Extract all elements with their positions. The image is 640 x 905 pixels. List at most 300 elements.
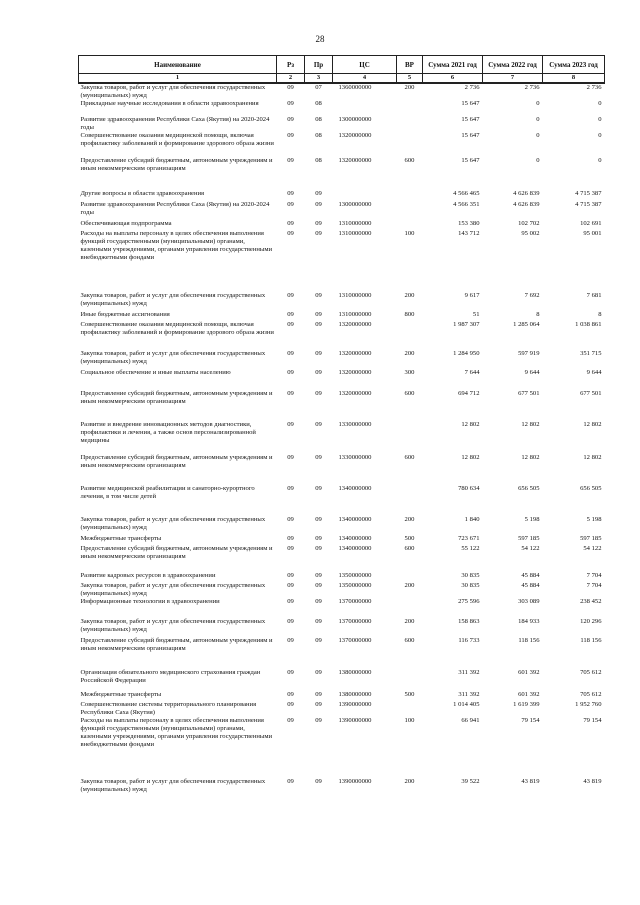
cell-pr: 09 — [315, 390, 322, 397]
cell-rz: 09 — [287, 190, 294, 197]
cell-rz: 09 — [287, 390, 294, 397]
cell-s2: 45 884 — [521, 582, 540, 589]
cell-rz: 09 — [287, 84, 294, 91]
cell-s1: 1 284 950 — [453, 350, 480, 357]
cell-s1: 2 736 — [464, 84, 480, 91]
cell-cs: 1380000000 — [338, 669, 372, 676]
cell-cs: 1310000000 — [338, 311, 372, 318]
cell-s3: 677 501 — [580, 390, 602, 397]
cell-pr: 09 — [315, 669, 322, 676]
cell-s1: 30 835 — [461, 582, 480, 589]
cell-s3: 120 296 — [580, 618, 602, 625]
cell-s1: 275 596 — [458, 598, 480, 605]
cell-s2: 2 736 — [524, 84, 540, 91]
cell-rz: 09 — [287, 691, 294, 698]
cell-rz: 09 — [287, 582, 294, 589]
cell-rz: 09 — [287, 100, 294, 107]
cell-cs: 1310000000 — [338, 220, 372, 227]
cell-s2: 4 626 839 — [513, 201, 540, 208]
cell-name: Межбюджетные трансферты — [80, 691, 162, 698]
cell-s3: 118 156 — [580, 637, 602, 644]
cell-pr: 09 — [315, 201, 322, 208]
cell-vr: 600 — [404, 637, 415, 644]
cell-s2: 8 — [536, 311, 540, 318]
cell-s1: 12 802 — [461, 421, 480, 428]
cell-vr: 200 — [404, 582, 415, 589]
table-row — [79, 421, 605, 454]
cell-name: Предоставление субсидий бюджетным, автономным учреждениям и иным некоммерческим организациям — [80, 637, 273, 652]
cell-vr: 300 — [404, 369, 415, 376]
cell-rz: 09 — [287, 485, 294, 492]
cell-s3: 5 198 — [586, 516, 602, 523]
cell-pr: 09 — [315, 311, 322, 318]
cell-rz: 09 — [287, 454, 294, 461]
cell-vr: 500 — [404, 535, 415, 542]
table-row — [79, 116, 605, 132]
table-row — [79, 598, 605, 618]
cell-s1: 723 671 — [458, 535, 480, 542]
header-vr: ВР — [397, 56, 423, 74]
cell-name: Совершенствование системы территориального планирования Республики Саха (Якутия) — [80, 701, 257, 716]
cell-s3: 705 612 — [580, 669, 602, 676]
table-row — [79, 201, 605, 220]
cell-cs: 1340000000 — [338, 535, 372, 542]
cell-s1: 311 392 — [458, 691, 480, 698]
cell-s1: 12 802 — [461, 454, 480, 461]
cell-s1: 311 392 — [458, 669, 480, 676]
cell-cs: 1370000000 — [338, 637, 372, 644]
cell-s1: 116 733 — [458, 637, 480, 644]
table-row — [79, 390, 605, 421]
cell-s1: 15 647 — [461, 116, 480, 123]
cell-name: Прикладные научные исследования в области здравоохранения — [80, 100, 259, 107]
cell-name: Закупка товаров, работ и услуг для обеспечения государственных (муниципальных) нужд — [80, 778, 266, 793]
cell-s3: 7 681 — [586, 292, 602, 299]
cell-name: Другие вопросы в области здравоохранения — [80, 190, 205, 197]
cell-rz: 09 — [287, 701, 294, 708]
cell-vr — [397, 116, 423, 132]
cell-name: Предоставление субсидий бюджетным, автономным учреждениям и иным некоммерческим организациям — [80, 157, 273, 172]
cell-cs: 1380000000 — [338, 691, 372, 698]
cell-name: Развитие кадровых ресурсов в здравоохранении — [80, 572, 216, 579]
cell-s1: 7 644 — [464, 369, 480, 376]
cell-pr: 09 — [315, 369, 322, 376]
cell-s3: 0 — [598, 157, 602, 164]
cell-pr: 09 — [315, 691, 322, 698]
table-body — [79, 83, 605, 802]
table-row — [79, 311, 605, 321]
cell-cs: 1370000000 — [338, 598, 372, 605]
cell-pr: 07 — [315, 84, 322, 91]
cell-vr: 800 — [404, 311, 415, 318]
cell-name: Развитие здравоохранения Республики Саха (Якутия) на 2020-2024 годы — [80, 116, 270, 131]
header-pr: Пр — [305, 56, 333, 74]
cell-s1: 4 566 465 — [453, 190, 480, 197]
cell-pr: 09 — [315, 421, 322, 428]
cell-s2: 656 505 — [518, 485, 540, 492]
cell-name: Предоставление субсидий бюджетным, автономным учреждениям и иным некоммерческим организациям — [80, 454, 273, 469]
cell-s1: 158 863 — [458, 618, 480, 625]
cell-s2: 601 392 — [518, 669, 540, 676]
cell-pr: 09 — [315, 637, 322, 644]
cell-s3: 8 — [598, 311, 602, 318]
cell-s2: 54 122 — [521, 545, 540, 552]
cell-s3: 54 122 — [583, 545, 602, 552]
cell-vr: 200 — [404, 618, 415, 625]
cell-cs: 1310000000 — [338, 292, 372, 299]
cell-name: Совершенствование оказания медицинской помощи, включая профилактику заболеваний и формирование здорового образа жизни — [80, 321, 274, 336]
cell-pr: 09 — [315, 454, 322, 461]
table-row — [79, 618, 605, 637]
cell-rz: 09 — [287, 618, 294, 625]
cell-vr: 200 — [404, 350, 415, 357]
cell-pr: 09 — [315, 292, 322, 299]
table-row — [79, 778, 605, 802]
cell-pr: 09 — [315, 230, 322, 237]
cell-pr: 09 — [315, 321, 322, 328]
cell-s2: 79 154 — [521, 717, 540, 724]
cell-name: Предоставление субсидий бюджетным, автономным учреждениям и иным некоммерческим организациям — [80, 545, 273, 560]
cell-s3: 43 819 — [583, 778, 602, 785]
cell-name: Закупка товаров, работ и услуг для обеспечения государственных (муниципальных) нужд — [80, 84, 266, 99]
cell-s3: 102 691 — [580, 220, 602, 227]
cell-vr — [397, 321, 423, 350]
cell-s3: 0 — [598, 116, 602, 123]
cell-vr — [397, 701, 423, 717]
cell-s1: 1 014 405 — [453, 701, 480, 708]
table-row — [79, 485, 605, 516]
cell-s1: 694 712 — [458, 390, 480, 397]
page-number: 28 — [315, 34, 325, 44]
cell-pr: 09 — [315, 190, 322, 197]
cell-s1: 780 634 — [458, 485, 480, 492]
cell-cs: 1310000000 — [338, 230, 372, 237]
cell-s2: 45 884 — [521, 572, 540, 579]
table-row — [79, 516, 605, 535]
table-row — [79, 572, 605, 582]
cell-vr — [397, 485, 423, 516]
cell-cs: 1320000000 — [338, 321, 372, 328]
table-row — [79, 190, 605, 201]
cell-s1: 15 647 — [461, 100, 480, 107]
cell-s3: 351 715 — [580, 350, 602, 357]
cell-s2: 1 285 064 — [513, 321, 540, 328]
cell-s2: 118 156 — [518, 637, 540, 644]
cell-pr: 09 — [315, 545, 322, 552]
cell-vr — [397, 220, 423, 230]
cell-rz: 09 — [287, 116, 294, 123]
cell-pr: 09 — [315, 220, 322, 227]
header-cs: ЦС — [333, 56, 397, 74]
cell-cs: 1300000000 — [338, 201, 372, 208]
cell-s1: 1 987 307 — [453, 321, 480, 328]
cell-name: Социальное обеспечение и иные выплаты населению — [80, 369, 231, 376]
cell-vr: 200 — [404, 292, 415, 299]
cell-name: Закупка товаров, работ и услуг для обеспечения государственных (муниципальных) нужд — [80, 350, 266, 365]
cell-s2: 1 619 399 — [513, 701, 540, 708]
cell-s2: 0 — [536, 132, 540, 139]
cell-vr — [397, 190, 423, 201]
col-num-8: 8 — [543, 74, 605, 84]
table-row — [79, 220, 605, 230]
cell-rz: 09 — [287, 778, 294, 785]
cell-cs: 1330000000 — [338, 454, 372, 461]
table-row — [79, 545, 605, 572]
cell-pr: 09 — [315, 485, 322, 492]
table-row — [79, 669, 605, 691]
cell-s3: 597 185 — [580, 535, 602, 542]
cell-cs: 1320000000 — [338, 390, 372, 397]
table-row — [79, 454, 605, 485]
cell-s2: 7 692 — [524, 292, 540, 299]
cell-name: Иные бюджетные ассигнования — [80, 311, 170, 318]
cell-s2: 12 802 — [521, 421, 540, 428]
cell-cs: 1350000000 — [338, 582, 372, 589]
cell-s2: 12 802 — [521, 454, 540, 461]
cell-s3: 95 001 — [583, 230, 602, 237]
cell-s1: 1 840 — [464, 516, 480, 523]
cell-s2: 4 626 839 — [513, 190, 540, 197]
cell-s3: 705 612 — [580, 691, 602, 698]
cell-cs: 1340000000 — [338, 516, 372, 523]
table-row — [79, 321, 605, 350]
col-num-5: 5 — [397, 74, 423, 84]
cell-s1: 51 — [472, 311, 480, 318]
cell-vr — [397, 201, 423, 220]
cell-s3: 12 802 — [583, 421, 602, 428]
cell-rz: 09 — [287, 421, 294, 428]
cell-cs: 1320000000 — [338, 369, 372, 376]
cell-pr: 09 — [315, 618, 322, 625]
cell-cs: 1320000000 — [338, 350, 372, 357]
cell-s1: 153 380 — [458, 220, 480, 227]
cell-pr: 08 — [315, 100, 322, 107]
cell-s3: 1 952 760 — [575, 701, 602, 708]
cell-s1: 39 522 — [461, 778, 480, 785]
col-num-4: 4 — [333, 74, 397, 84]
cell-vr: 600 — [404, 545, 415, 552]
cell-s3: 656 505 — [580, 485, 602, 492]
cell-s3: 12 802 — [583, 454, 602, 461]
cell-pr: 09 — [315, 516, 322, 523]
cell-s3: 9 644 — [586, 369, 602, 376]
cell-name: Закупка товаров, работ и услуг для обеспечения государственных (муниципальных) нужд — [80, 516, 266, 531]
cell-pr: 09 — [315, 598, 322, 605]
table-row — [79, 691, 605, 701]
cell-pr: 09 — [315, 717, 322, 724]
col-num-3: 3 — [305, 74, 333, 84]
table-row — [79, 230, 605, 292]
header-sum-2021: Сумма 2021 год — [423, 56, 483, 74]
cell-rz: 09 — [287, 230, 294, 237]
cell-name: Закупка товаров, работ и услуг для обеспечения государственных (муниципальных) нужд — [80, 582, 266, 597]
cell-s2: 303 089 — [518, 598, 540, 605]
table-row — [79, 132, 605, 157]
cell-s2: 43 819 — [521, 778, 540, 785]
cell-rz: 09 — [287, 598, 294, 605]
cell-cs: 1390000000 — [338, 717, 372, 724]
cell-pr: 09 — [315, 701, 322, 708]
cell-vr — [397, 132, 423, 157]
table-row — [79, 637, 605, 669]
cell-s1: 143 712 — [458, 230, 480, 237]
cell-rz: 09 — [287, 311, 294, 318]
cell-rz: 09 — [287, 201, 294, 208]
cell-rz: 09 — [287, 545, 294, 552]
cell-s1: 15 647 — [461, 157, 480, 164]
cell-s3: 7 704 — [586, 582, 602, 589]
cell-pr: 09 — [315, 535, 322, 542]
cell-vr: 200 — [404, 84, 415, 91]
cell-name: Закупка товаров, работ и услуг для обеспечения государственных (муниципальных) нужд — [80, 292, 266, 307]
cell-vr: 100 — [404, 717, 415, 724]
cell-cs: 1390000000 — [338, 701, 372, 708]
cell-rz: 09 — [287, 516, 294, 523]
cell-name: Развитие и внедрение инновационных методов диагностики, профилактики и лечения, а также основ персонализированной медицины — [80, 421, 256, 444]
cell-s1: 4 566 351 — [453, 201, 480, 208]
cell-pr: 09 — [315, 582, 322, 589]
cell-name: Совершенствование оказания медицинской помощи, включая профилактику заболеваний и формирование здорового образа жизни — [80, 132, 274, 147]
cell-name: Расходы на выплаты персоналу в целях обеспечения выполнения функций государственными (муниципальными) органами, казенными учреждениями, органами управления государственными внебюджетными фондами — [80, 717, 273, 748]
col-num-7: 7 — [483, 74, 543, 84]
cell-name: Развитие здравоохранения Республики Саха (Якутия) на 2020-2024 годы — [80, 201, 270, 216]
header-rz: Рз — [277, 56, 305, 74]
cell-s2: 102 702 — [518, 220, 540, 227]
cell-pr: 08 — [315, 157, 322, 164]
column-number-row — [79, 74, 605, 84]
cell-rz: 09 — [287, 132, 294, 139]
cell-vr: 600 — [404, 157, 415, 164]
cell-name: Обеспечивающая подпрограмма — [80, 220, 172, 227]
cell-s3: 0 — [598, 132, 602, 139]
cell-s1: 66 941 — [461, 717, 480, 724]
cell-pr: 09 — [315, 778, 322, 785]
cell-s2: 0 — [536, 157, 540, 164]
table-row — [79, 582, 605, 598]
cell-rz: 09 — [287, 220, 294, 227]
table-row — [79, 100, 605, 116]
cell-s2: 597 185 — [518, 535, 540, 542]
cell-s3: 7 704 — [586, 572, 602, 579]
cell-cs: 1320000000 — [338, 157, 372, 164]
cell-pr: 08 — [315, 132, 322, 139]
table-row — [79, 701, 605, 717]
cell-name: Расходы на выплаты персоналу в целях обеспечения выполнения функций государственными (муниципальными) органами, казенными учреждениями, органами управления государственными внебюджетными фондами — [80, 230, 273, 261]
table-header-row — [79, 56, 605, 74]
cell-name: Развитие медицинской реабилитации и санаторно-курортного лечения, в том числе детей — [80, 485, 255, 500]
table-row — [79, 535, 605, 545]
budget-table — [78, 55, 605, 802]
table-row — [79, 83, 605, 100]
cell-cs: 1340000000 — [338, 485, 372, 492]
cell-rz: 09 — [287, 157, 294, 164]
cell-s2: 184 933 — [518, 618, 540, 625]
cell-vr: 100 — [404, 230, 415, 237]
cell-rz: 09 — [287, 669, 294, 676]
cell-rz: 09 — [287, 572, 294, 579]
cell-s1: 55 122 — [461, 545, 480, 552]
cell-s3: 0 — [598, 100, 602, 107]
table-row — [79, 292, 605, 311]
cell-s3: 79 154 — [583, 717, 602, 724]
cell-s2: 677 501 — [518, 390, 540, 397]
cell-s1: 30 835 — [461, 572, 480, 579]
cell-rz: 09 — [287, 637, 294, 644]
cell-name: Предоставление субсидий бюджетным, автономным учреждениям и иным некоммерческим организациям — [80, 390, 273, 405]
cell-vr — [397, 572, 423, 582]
col-num-2: 2 — [277, 74, 305, 84]
cell-s2: 9 644 — [524, 369, 540, 376]
cell-cs: 1320000000 — [338, 132, 372, 139]
cell-pr: 08 — [315, 116, 322, 123]
cell-cs: 1300000000 — [338, 116, 372, 123]
cell-rz: 09 — [287, 369, 294, 376]
cell-vr — [397, 598, 423, 618]
header-sum-2023: Сумма 2023 год — [543, 56, 605, 74]
cell-vr — [397, 421, 423, 454]
table-row — [79, 717, 605, 778]
cell-vr: 200 — [404, 778, 415, 785]
cell-pr: 09 — [315, 572, 322, 579]
table-row — [79, 369, 605, 390]
cell-cs: 1350000000 — [338, 572, 372, 579]
cell-rz: 09 — [287, 717, 294, 724]
cell-pr: 09 — [315, 350, 322, 357]
cell-s3: 2 736 — [586, 84, 602, 91]
cell-cs: 1360000000 — [338, 84, 372, 91]
cell-s1: 15 647 — [461, 132, 480, 139]
cell-vr — [397, 100, 423, 116]
cell-rz: 09 — [287, 292, 294, 299]
cell-name: Межбюджетные трансферты — [80, 535, 162, 542]
header-name: Наименование — [79, 56, 277, 74]
cell-vr: 600 — [404, 454, 415, 461]
cell-s2: 0 — [536, 116, 540, 123]
cell-rz: 09 — [287, 535, 294, 542]
header-sum-2022: Сумма 2022 год — [483, 56, 543, 74]
cell-cs — [333, 190, 397, 201]
cell-cs — [333, 100, 397, 116]
cell-vr: 600 — [404, 390, 415, 397]
cell-s1: 9 617 — [464, 292, 480, 299]
cell-vr: 200 — [404, 516, 415, 523]
cell-s2: 95 002 — [521, 230, 540, 237]
cell-s3: 4 715 387 — [575, 201, 602, 208]
cell-s2: 0 — [536, 100, 540, 107]
cell-cs: 1390000000 — [338, 778, 372, 785]
cell-name: Закупка товаров, работ и услуг для обеспечения государственных (муниципальных) нужд — [80, 618, 266, 633]
col-num-6: 6 — [423, 74, 483, 84]
cell-vr: 500 — [404, 691, 415, 698]
cell-s2: 597 919 — [518, 350, 540, 357]
cell-name: Организация обязательного медицинского страхования граждан Российской Федерации — [80, 669, 261, 684]
cell-rz: 09 — [287, 350, 294, 357]
cell-s3: 1 038 861 — [575, 321, 602, 328]
cell-rz: 09 — [287, 321, 294, 328]
cell-s2: 5 198 — [524, 516, 540, 523]
col-num-1: 1 — [79, 74, 277, 84]
cell-s2: 601 392 — [518, 691, 540, 698]
cell-s3: 4 715 387 — [575, 190, 602, 197]
cell-cs: 1370000000 — [338, 618, 372, 625]
cell-cs: 1330000000 — [338, 421, 372, 428]
table-row — [79, 350, 605, 369]
cell-s3: 238 452 — [580, 598, 602, 605]
table-row — [79, 157, 605, 190]
cell-cs: 1340000000 — [338, 545, 372, 552]
cell-vr — [397, 669, 423, 691]
cell-name: Информационные технологии в здравоохранении — [80, 598, 220, 605]
